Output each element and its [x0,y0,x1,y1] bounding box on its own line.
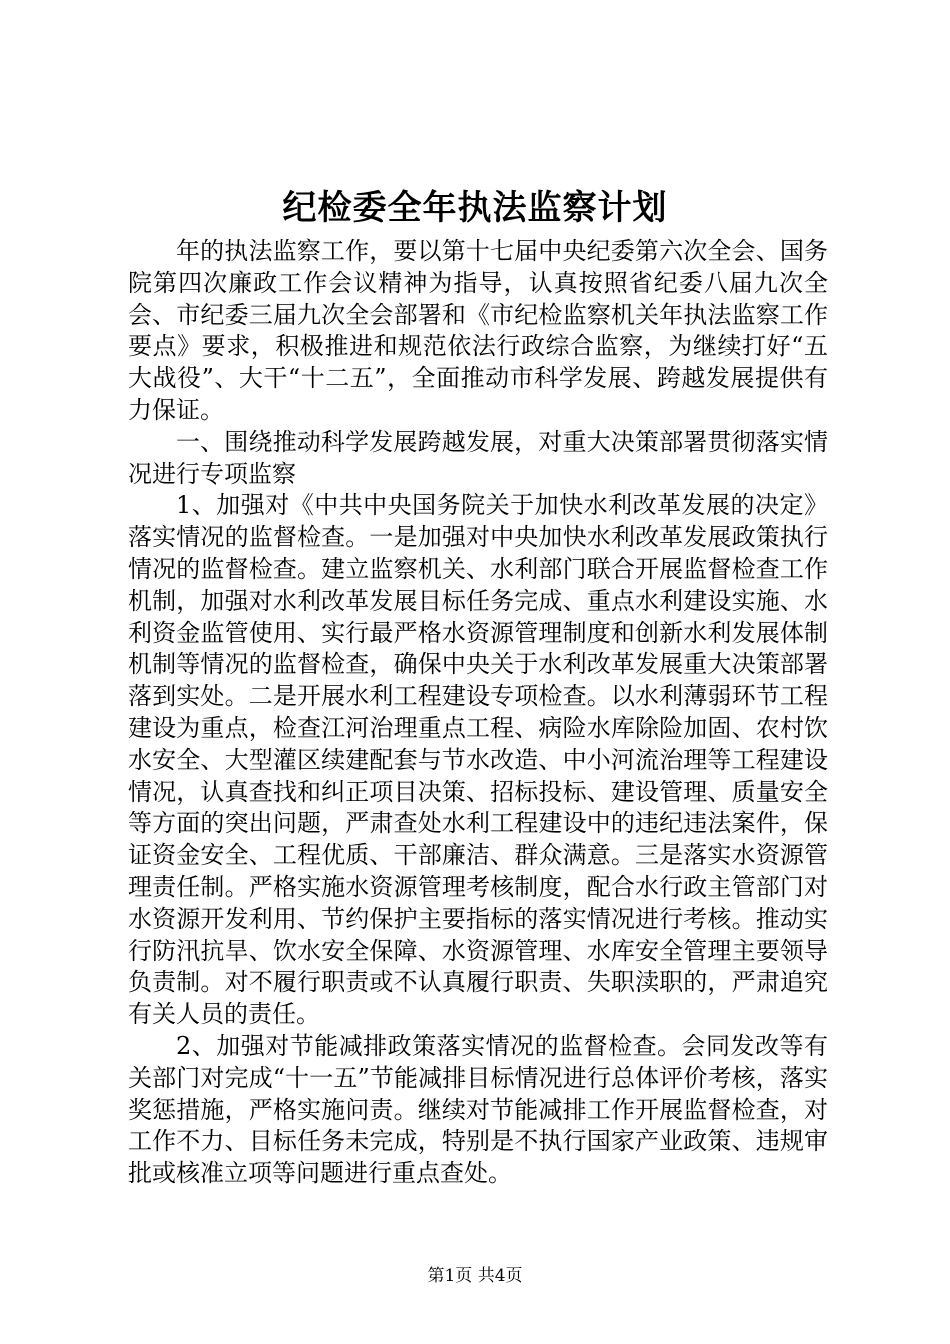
paragraph-item-2: 2、加强对节能减排政策落实情况的监督检查。会同发改等有关部门对完成“十一五”节能减排目标情况进行总体评价考核，落实奖惩措施，严格实施问责。继续对节能减排工作开展监督检查，对工作不力、目标任务未完成，特别是不执行国家产业政策、违规审批或核准立项等问题进行重点查处。 [128,1031,828,1188]
document-body [128,236,828,1190]
page-number: 第1页 共4页 [427,1266,523,1286]
paragraph-item-1: 1、加强对《中共中央国务院关于加快水利改革发展的决定》落实情况的监督检查。一是加强对中央加快水利改革发展政策执行情况的监督检查。建立监察机关、水利部门联合开展监督检查工作机制，加强对水利改革发展目标任务完成、重点水利建设实施、水利资金监管使用、实行最严格水资源管理制度和创新水利发展体制机制等情况的监督检查，确保中央关于水利改革发展重大决策部署落到实处。二是开展水利工程建设专项检查。以水利薄弱环节工程建设为重点，检查江河治理重点工程、病险水库除险加固、农村饮水安全、大型灌区续建配套与节水改造、中小河流治理等工程建设情况，认真查找和纠正项目决策、招标投标、建设管理、质量安全等方面的突出问题，严肃查处水利工程建设中的违纪违法案件，保证资金安全、工程优质、干部廉洁、群众满意。三是落实水资源管理责任制。严格实施水资源管理考核制度，配合水行政主管部门对水资源开发利用、节约保护主要指标的落实情况进行考核。推动实行防汛抗旱、饮水安全保障、水资源管理、水库安全管理主要领导负责制。对不履行职责或不认真履行职责、失职渎职的，严肃追究有关人员的责任。 [128,491,828,1029]
paragraph-section-heading: 一、围绕推动科学发展跨越发展，对重大决策部署贯彻落实情况进行专项监察 [128,427,828,488]
document-title: 纪检委全年执法监察计划 [282,188,668,228]
paragraph-intro: 年的执法监察工作，要以第十七届中央纪委第六次全会、国务院第四次廉政工作会议精神为指导，认真按照省纪委八届九次全会、市纪委三届九次全会部署和《市纪检监察机关年执法监察工作要点》要求，积极推进和规范依法行政综合监察，为继续打好“五大战役”、大干“十二五”，全面推动市科学发展、跨越发展提供有力保证。 [128,237,828,424]
